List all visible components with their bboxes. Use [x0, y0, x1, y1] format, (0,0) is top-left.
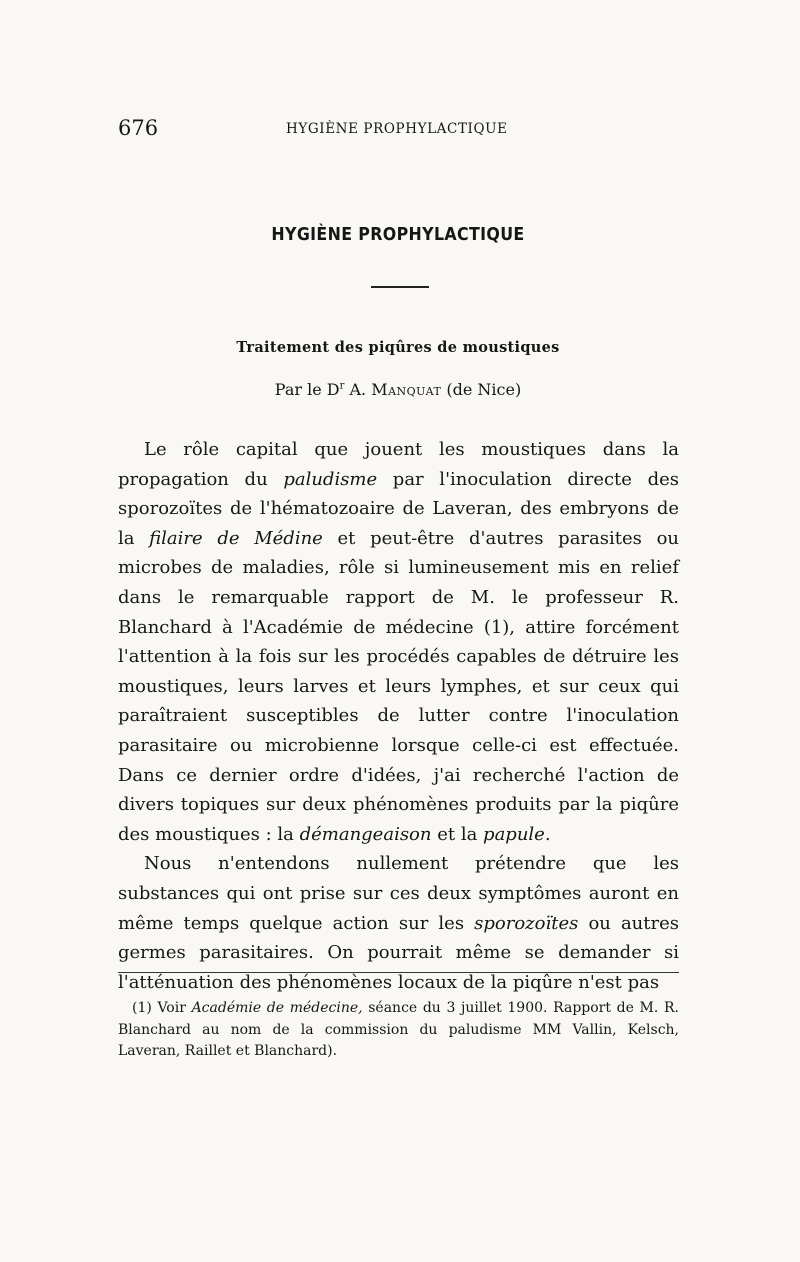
byline — [118, 380, 678, 399]
p1-emphasis-4: papule — [483, 823, 545, 845]
byline-prefix: Par le D — [274, 380, 340, 399]
body-text — [118, 435, 679, 997]
p1-emphasis-3: démangeaison — [299, 823, 432, 845]
paragraph-2 — [118, 849, 679, 997]
p1-text-3: et peut-être d'autres parasites ou microbes de maladies, rôle si lumineusement mis en relief dans le remarquable rapport de M. le professeur R. Blanchard à l'Académie de médecine (1), attire forcément l'attention à la fois sur les procédés capables de détruire les moustiques, leurs larves et leurs lymphes, et sur ceux qui paraîtraient susceptibles de lutter contre l'inoculation parasitaire ou microbienne lorsque celle-ci est effectuée. Dans ce dernier ordre d'idées, j'ai recherché l'action de divers topiques sur deux phénomènes produits par la piqûre des moustiques : la — [118, 527, 679, 845]
p2-text-1: Nous n'entendons nullement prétendre que les substances qui ont prise sur ces deux symptômes auront en même temps quelque action sur les — [118, 853, 679, 934]
p1-text-1: Le rôle capital que jouent les moustiques dans la propagation du — [118, 439, 679, 490]
footnote-emphasis: Académie de médecine, — [191, 1000, 363, 1016]
p1-text-4: et la — [431, 823, 484, 845]
byline-place: (de Nice) — [441, 380, 522, 399]
p2-text-2: ou autres germes parasitaires. On pourrait même se demander si l'atténuation des phénomènes locaux de la piqûre n'est pas — [118, 912, 679, 993]
byline-initial: A. — [344, 380, 372, 399]
p2-emphasis-1: sporozoïtes — [474, 912, 579, 934]
footnote-text-1: (1) Voir — [132, 1000, 192, 1016]
footnote — [118, 998, 679, 1063]
byline-superscript: r — [339, 380, 345, 392]
title-divider — [371, 286, 429, 288]
p1-text-5: . — [544, 823, 551, 845]
section-title: HYGIÈNE PROPHYLACTIQUE — [271, 224, 525, 245]
running-header — [118, 116, 678, 142]
p1-text-2: par l'inoculation directe des sporozoïtes de l'hématozoaire de Laveran, des embryons de la — [118, 468, 679, 549]
page-number: 676 — [118, 116, 159, 140]
paragraph-1 — [118, 435, 679, 849]
p1-emphasis-1: paludisme — [283, 468, 378, 490]
article-title: Traitement des piqûres de moustiques — [236, 339, 560, 356]
p1-emphasis-2: filaire de Médine — [149, 527, 323, 549]
footnote-divider — [118, 972, 679, 973]
running-title: HYGIÈNE PROPHYLACTIQUE — [286, 121, 508, 137]
footnote-text-2: séance du 3 juillet 1900. Rapport de M. R. Blanchard au nom de la commission du paludisme MM Vallin, Kelsch, Laveran, Raillet et Blanchard). — [118, 1000, 679, 1059]
byline-author: Manquat — [371, 380, 442, 399]
